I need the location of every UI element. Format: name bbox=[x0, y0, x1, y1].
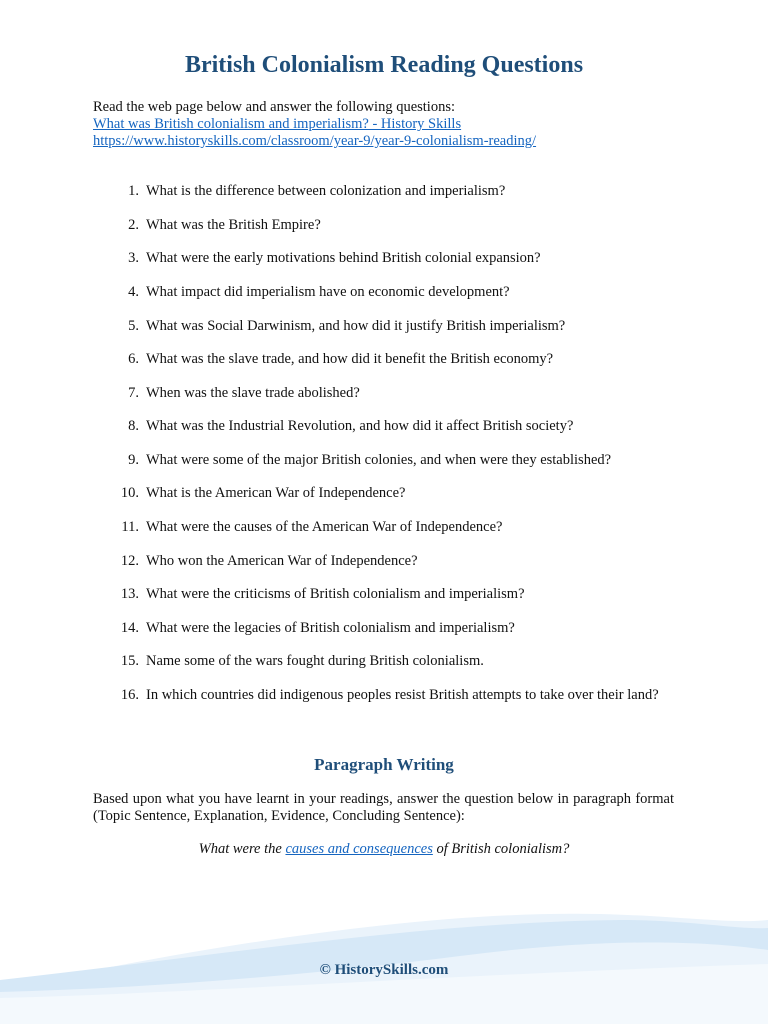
paragraph-instructions: Based upon what you have learnt in your readings, answer the question below in paragraph format (Topic Sentence, Explanation, Evidence, Concluding Sentence): bbox=[93, 791, 674, 824]
question-item bbox=[112, 620, 674, 637]
question-item bbox=[112, 284, 674, 301]
question-text: When was the slave trade abolished? bbox=[146, 385, 360, 401]
prompt-text-after: of British colonialism? bbox=[432, 841, 570, 857]
question-number: 10. bbox=[120, 485, 139, 501]
question-item bbox=[112, 183, 674, 200]
question-number: 4. bbox=[128, 284, 139, 300]
question-item bbox=[112, 452, 674, 469]
question-number: 15. bbox=[120, 653, 139, 669]
question-item bbox=[112, 553, 674, 570]
question-text: Who won the American War of Independence? bbox=[146, 553, 418, 569]
question-item bbox=[112, 385, 674, 402]
question-item bbox=[112, 250, 674, 267]
question-item bbox=[112, 519, 674, 536]
question-text: What were the criticisms of British colonialism and imperialism? bbox=[146, 586, 525, 602]
source-link-url[interactable]: https://www.historyskills.com/classroom/year-9/year-9-colonialism-reading/ bbox=[93, 133, 537, 149]
question-number: 16. bbox=[120, 687, 139, 703]
question-text: What were the legacies of British colonialism and imperialism? bbox=[146, 620, 515, 636]
question-item bbox=[112, 318, 674, 335]
question-text: What was Social Darwinism, and how did it justify British imperialism? bbox=[146, 318, 566, 334]
footer-copyright: © HistorySkills.com bbox=[319, 962, 449, 978]
intro-text: Read the web page below and answer the following questions: bbox=[93, 99, 456, 115]
question-number: 2. bbox=[128, 217, 139, 233]
question-item bbox=[112, 217, 674, 234]
source-link-title[interactable]: What was British colonialism and imperialism? - History Skills bbox=[93, 116, 462, 132]
question-number: 13. bbox=[120, 586, 139, 602]
question-number: 1. bbox=[128, 183, 139, 199]
question-text: Name some of the wars fought during British colonialism. bbox=[146, 653, 484, 669]
question-item bbox=[112, 653, 674, 670]
question-text: What were some of the major British colonies, and when were they established? bbox=[146, 452, 612, 468]
question-item bbox=[112, 586, 674, 603]
question-number: 8. bbox=[128, 418, 139, 434]
prompt-text-before: What were the bbox=[198, 841, 286, 857]
question-number: 11. bbox=[121, 519, 139, 535]
question-number: 12. bbox=[120, 553, 139, 569]
question-text: What is the difference between colonization and imperialism? bbox=[146, 183, 506, 199]
question-number: 3. bbox=[128, 250, 139, 266]
question-text: What is the American War of Independence? bbox=[146, 485, 406, 501]
causes-consequences-link[interactable]: causes and consequences bbox=[285, 841, 433, 857]
question-item bbox=[112, 687, 674, 704]
question-number: 9. bbox=[128, 452, 139, 468]
question-number: 6. bbox=[128, 351, 139, 367]
question-number: 7. bbox=[128, 385, 139, 401]
question-text: What were the early motivations behind British colonial expansion? bbox=[146, 250, 541, 266]
question-text: What was the Industrial Revolution, and how did it affect British society? bbox=[146, 418, 574, 434]
question-number: 14. bbox=[120, 620, 139, 636]
question-text: In which countries did indigenous peoples resist British attempts to take over their land? bbox=[146, 687, 659, 703]
paragraph-heading: Paragraph Writing bbox=[314, 755, 454, 774]
question-text: What were the causes of the American War of Independence? bbox=[146, 519, 503, 535]
paragraph-prompt bbox=[0, 841, 768, 858]
question-number: 5. bbox=[128, 318, 139, 334]
question-item bbox=[112, 418, 674, 435]
question-item bbox=[112, 351, 674, 368]
question-text: What impact did imperialism have on economic development? bbox=[146, 284, 510, 300]
question-text: What was the British Empire? bbox=[146, 217, 321, 233]
document-title: British Colonialism Reading Questions bbox=[184, 52, 584, 78]
intro-block bbox=[93, 99, 693, 150]
question-item bbox=[112, 485, 674, 502]
question-text: What was the slave trade, and how did it benefit the British economy? bbox=[146, 351, 554, 367]
footer-wave-decoration bbox=[0, 880, 768, 1024]
